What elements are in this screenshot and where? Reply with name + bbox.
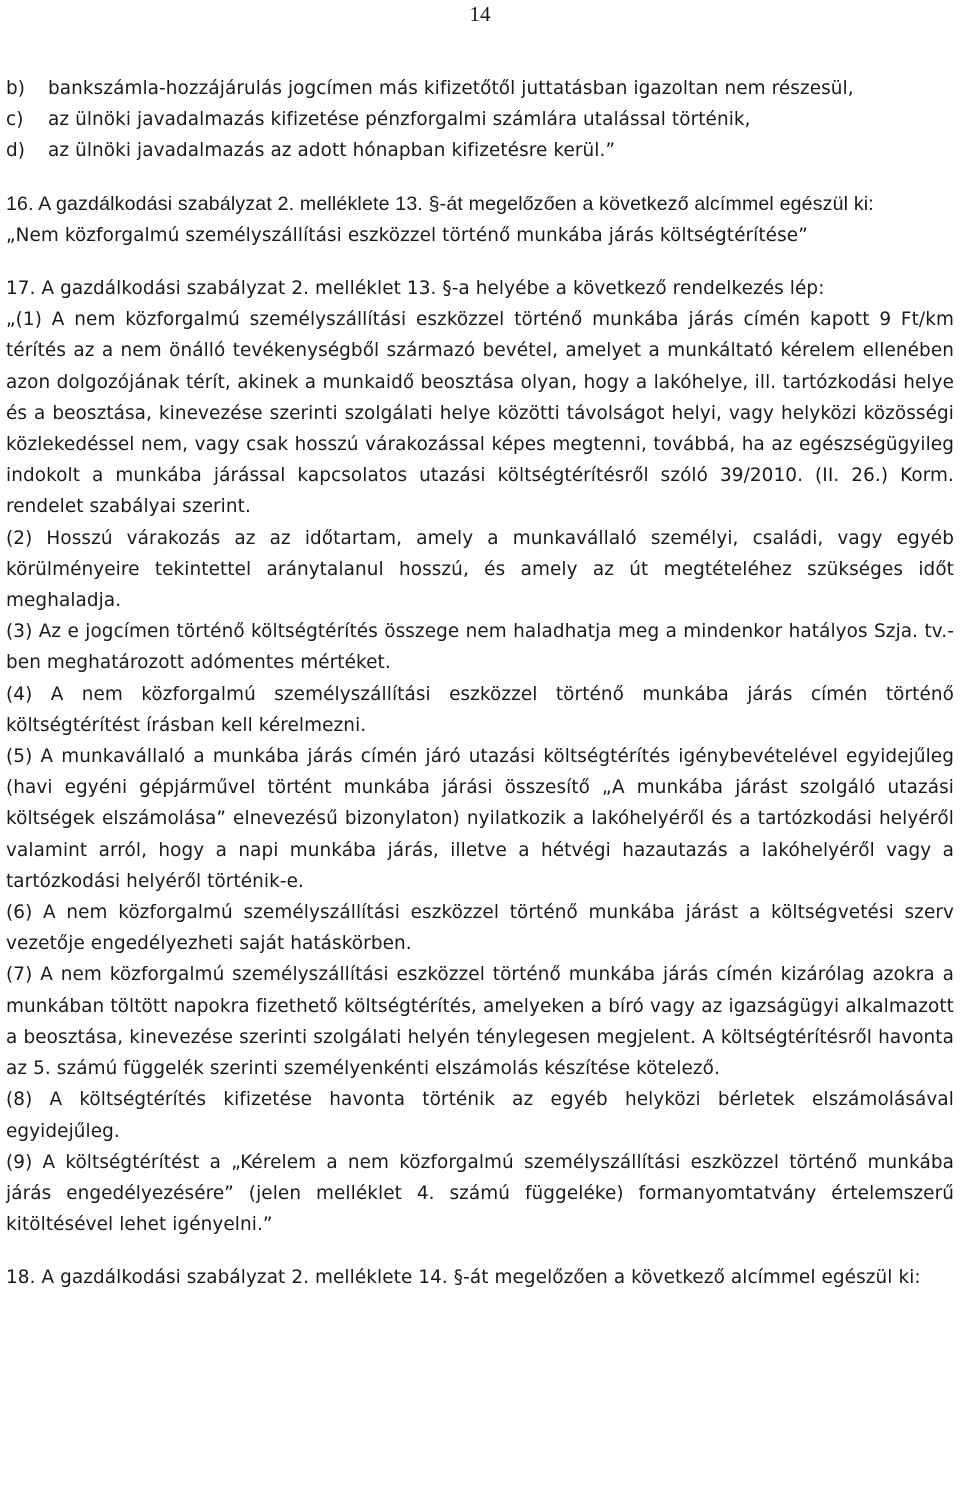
list-item-d: [6, 135, 954, 166]
list-text: az ülnöki javadalmazás az adott hónapban kifizetésre kerül.”: [48, 140, 616, 162]
paragraph-6: (6) A nem közforgalmú személyszállítási eszközzel történő munkába járást a költségvetési szerv vezetője engedélyezheti saját hatáskörben.: [6, 902, 954, 955]
amendment-18-intro: 18. A gazdálkodási szabályzat 2. melléklete 14. §-át megelőzően a következő alcímmel egészül ki:: [6, 1267, 921, 1289]
amendment-17-intro: 17. A gazdálkodási szabályzat 2. melléklet 13. §-a helyébe a következő rendelkezés lép:: [6, 278, 825, 300]
paragraph-1: „(1) A nem közforgalmú személyszállítási eszközzel történő munkába járás címén kapott 9 Ft/km térítés az a nem önálló tevékenységből származó bevétel, amelyet a munkáltató kérelem ellenében azon dolgozójának térít, akinek a munkaidő beosztása olyan, hogy a lakóhelye, ill. tartózkodási helye és a beosztása, kinevezése szerinti szolgálati helye közötti távolságot helyi, vagy helyközi közösségi közlekedéssel nem, vagy csak hosszú várakozással képes megtenni, továbbá, ha az egészségügyileg indokolt a munkába járással kapcsolatos utazási költségtérítésről szóló 39/2010. (II. 26.) Korm. rendelet szabályai szerint.: [6, 309, 954, 518]
list-item-c: [6, 104, 954, 135]
paragraph-4: (4) A nem közforgalmú személyszállítási eszközzel történő munkába járás címén történő költségtérítést írásban kell kérelmezni.: [6, 683, 954, 736]
list-marker: b): [6, 78, 26, 99]
amendment-16-subtitle: „Nem közforgalmú személyszállítási eszközzel történő munkába járás költségtérítése”: [6, 224, 808, 246]
list-marker: d): [6, 140, 26, 162]
page-number: 14: [469, 2, 491, 26]
list-item-b: [6, 73, 954, 104]
list-text: az ülnöki javadalmazás kifizetése pénzforgalmi számlára utalással történik,: [48, 109, 751, 131]
paragraph-2: (2) Hosszú várakozás az az időtartam, amely a munkavállaló személyi, családi, vagy egyéb körülményeire tekintettel aránytalanul hosszú, és amely az út megtételéhez szükséges időt meghaladja.: [6, 527, 954, 612]
paragraph-9: (9) A költségtérítést a „Kérelem a nem közforgalmú személyszállítási eszközzel történő munkába járás engedélyezésére” (jelen melléklet 4. számú függeléke) formanyomtatvány értelemszerű kitöltésével lehet igényelni.”: [6, 1151, 954, 1236]
paragraph-7: (7) A nem közforgalmú személyszállítási eszközzel történő munkába járás címén kizárólag azokra a munkában töltött napokra fizethető költségtérítés, amelyeken a bíró vagy az igazságügyi alkalmazott a beosztása, kinevezése szerinti szolgálati helyén ténylegesen megjelent. A költségtérítésről havonta az 5. számú függelék szerinti személyenkénti elszámolás készítése kötelező.: [6, 964, 954, 1080]
paragraph-3: (3) Az e jogcímen történő költségtérítés összege nem haladhatja meg a mindenkor hatályos Szja. tv.-ben meghatározott adómentes mértéket.: [6, 621, 954, 674]
amendment-16-intro: 16. A gazdálkodási szabályzat 2. melléklete 13. §-át megelőzően a következő alcímmel egészül ki:: [6, 192, 874, 215]
paragraph-5: (5) A munkavállaló a munkába járás címén járó utazási költségtérítés igénybevételével egyidejűleg (havi egyéni gépjárművel történt munkába járási összesítő „A munkába járást szolgáló utazási költségek elszámolása” elnevezésű bizonylaton) nyilatkozik a lakóhelyéről és a tartózkodási helyéről valamint arról, hogy a napi munkába járás, illetve a hétvégi hazautazás a lakóhelyéről vagy a tartózkodási helyéről történik-e.: [6, 746, 954, 892]
document-body: [6, 73, 954, 1294]
list-text: bankszámla-hozzájárulás jogcímen más kifizetőtől juttatásban igazoltan nem részesül,: [48, 78, 854, 99]
list-marker: c): [6, 109, 24, 131]
paragraph-8: (8) A költségtérítés kifizetése havonta történik az egyéb helyközi bérletek elszámolásával egyidejűleg.: [6, 1089, 954, 1142]
